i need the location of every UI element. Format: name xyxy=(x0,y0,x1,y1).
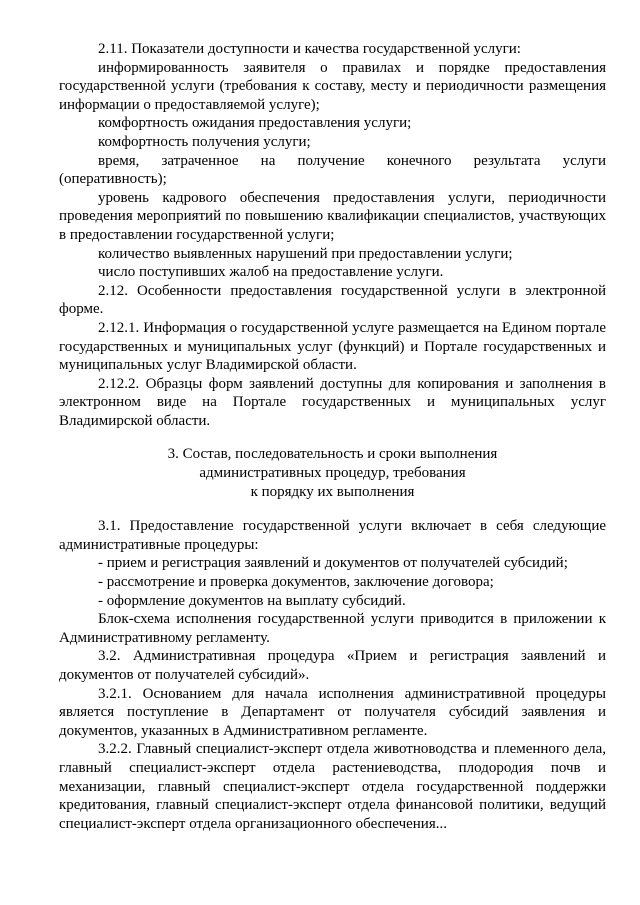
paragraph-2-12-1: 2.12.1. Информация о государственной услуге размещается на Едином портале государственных и муниципальных услуг (функций) и Портале государственных и муниципальных услуг Владимирской области. xyxy=(59,319,606,374)
paragraph-2-12-2: 2.12.2. Образцы форм заявлений доступны для копирования и заполнения в электронном виде на Портале государственных и муниципальных услуг Владимирской области. xyxy=(59,375,606,429)
section-3-heading-line: к порядку их выполнения xyxy=(250,483,415,500)
procedure-item: - рассмотрение и проверка документов, заключение договора; xyxy=(98,574,494,591)
quality-indicator-item: комфортность получения услуги; xyxy=(98,133,311,150)
section-3-heading-line: 3. Состав, последовательность и сроки выполнения xyxy=(167,446,498,463)
paragraph-3-1: 3.1. Предоставление государственной услуги включает в себя следующие административные процедуры: xyxy=(59,518,606,553)
document-body xyxy=(59,40,606,833)
quality-indicator-item: уровень кадрового обеспечения предоставления услуги, периодичности проведения мероприятий по повышению квалификации специалистов, участвующих в предоставлении государственной услуги; xyxy=(59,189,606,243)
quality-indicator-item: время, затраченное на получение конечного результата услуги (оперативность); xyxy=(59,152,606,188)
paragraph-3-2-1: 3.2.1. Основанием для начала исполнения административной процедуры является поступление в Департамент от получателя субсидий заявления и документов, указанных в Административном регламенте. xyxy=(59,685,606,739)
section-2-12-title: 2.12. Особенности предоставления государственной услуги в электронной форме. xyxy=(59,282,606,318)
section-2-11-title: 2.11. Показатели доступности и качества государственной услуги: xyxy=(98,41,521,57)
section-3-heading-line: административных процедур, требования xyxy=(199,465,466,482)
procedure-item: - оформление документов на выплату субсидий. xyxy=(98,592,406,609)
quality-indicator-item: комфортность ожидания предоставления услуги; xyxy=(98,115,412,132)
paragraph-3-2: 3.2. Административная процедура «Прием и регистрация заявлений и документов от получателей субсидий». xyxy=(59,648,606,683)
quality-indicator-item: число поступивших жалоб на предоставление услуги. xyxy=(98,264,444,281)
paragraph-3-2-2: 3.2.2. Главный специалист-эксперт отдела животноводства и племенного дела, главный специалист-эксперт отдела растениеводства, плодородия почв и механизации, главный специалист-эксперт отдела государственной поддержки кредитования, главный специалист-эксперт отдела финансовой политики, ведущий специалист-эксперт отдела организационного обеспечения... xyxy=(59,741,606,832)
block-scheme-note: Блок-схема исполнения государственной услуги приводится в приложении к Административному регламенту. xyxy=(59,611,606,646)
quality-indicator-item: количество выявленных нарушений при предоставлении услуги; xyxy=(98,245,513,262)
quality-indicator-item: информированность заявителя о правилах и порядке предоставления государственной услуги (требования к составу, месту и периодичности размещения информации о предоставляемой услуге); xyxy=(59,59,606,113)
procedure-item: - прием и регистрация заявлений и документов от получателей субсидий; xyxy=(98,555,568,572)
section-3-heading xyxy=(59,445,606,501)
